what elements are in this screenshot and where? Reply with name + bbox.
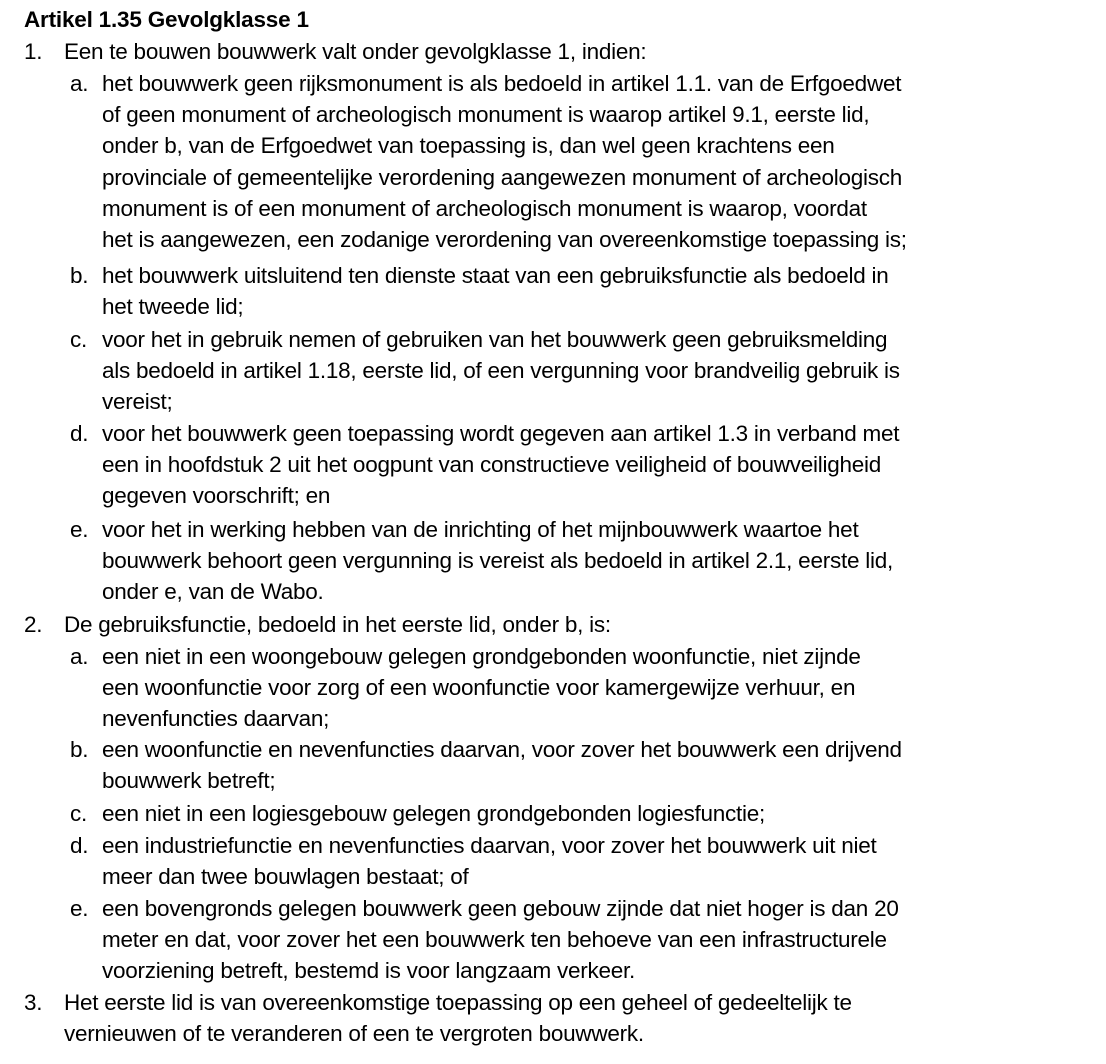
- sub-text: [102, 260, 1042, 322]
- text-line: onder b, van de Erfgoedwet van toepassing is, dan wel geen krachtens een: [102, 133, 835, 159]
- sub-text: [102, 514, 1042, 608]
- text-line: een niet in een woongebouw gelegen grondgebonden woonfunctie, niet zijnde: [102, 644, 861, 669]
- text-line: meter en dat, voor zover het een bouwwerk ten behoeve van een infrastructurele: [102, 927, 887, 953]
- text-line: provinciale of gemeentelijke verordening aangewezen monument of archeologisch: [102, 164, 903, 190]
- text-line: het is aangewezen, een zodanige verordening van overeenkomstige toepassing is;: [102, 226, 907, 252]
- sub-text: [102, 68, 1042, 255]
- text-line: meer dan twee bouwlagen bestaat; of: [102, 864, 469, 890]
- text-line: gegeven voorschrift; en: [102, 483, 331, 509]
- sub-text: [102, 798, 1042, 829]
- sub-letter: e.: [70, 517, 89, 542]
- sub-letter: b.: [70, 263, 89, 288]
- text-line: voor het in gebruik nemen of gebruiken van het bouwwerk geen gebruiksmelding: [102, 327, 888, 352]
- sub-letter: c.: [70, 801, 88, 826]
- text-line: of geen monument of archeologisch monument is waarop artikel 9.1, eerste lid,: [102, 102, 870, 128]
- sub-text: [102, 734, 1042, 796]
- item-lead: De gebruiksfunctie, bedoeld in het eerste lid, onder b, is:: [64, 612, 611, 637]
- sub-text: [102, 893, 1042, 987]
- item-number: 2.: [24, 612, 43, 637]
- text-line: een woonfunctie en nevenfuncties daarvan, voor zover het bouwwerk een drijvend: [102, 737, 902, 762]
- text-line: het tweede lid;: [102, 294, 244, 320]
- item-text: [64, 987, 1084, 1049]
- text-line: bouwwerk betreft;: [102, 768, 276, 794]
- sub-text: [102, 830, 1042, 892]
- text-line: nevenfuncties daarvan;: [102, 706, 330, 732]
- item-number: 3.: [24, 990, 43, 1015]
- text-line: bouwwerk behoort geen vergunning is vereist als bedoeld in artikel 2.1, eerste lid,: [102, 548, 893, 574]
- sub-letter: d.: [70, 833, 89, 858]
- text-line: voor het in werking hebben van de inrichting of het mijnbouwwerk waartoe het: [102, 517, 859, 542]
- text-line: een niet in een logiesgebouw gelegen grondgebonden logiesfunctie;: [102, 801, 766, 826]
- sub-letter: e.: [70, 896, 89, 921]
- text-line: als bedoeld in artikel 1.18, eerste lid, of een vergunning voor brandveilig gebruik is: [102, 358, 900, 384]
- text-line: Het eerste lid is van overeenkomstige toepassing op een geheel of gedeeltelijk te: [64, 990, 852, 1015]
- text-line: monument is of een monument of archeologisch monument is waarop, voordat: [102, 195, 867, 221]
- text-line: voor het bouwwerk geen toepassing wordt gegeven aan artikel 1.3 in verband met: [102, 421, 900, 446]
- sub-text: [102, 641, 1042, 735]
- item-lead: Een te bouwen bouwwerk valt onder gevolgklasse 1, indien:: [64, 39, 647, 64]
- text-line: vernieuwen of te veranderen of een te vergroten bouwwerk.: [64, 1021, 644, 1047]
- text-line: onder e, van de Wabo.: [102, 579, 324, 605]
- text-line: een bovengronds gelegen bouwwerk geen gebouw zijnde dat niet hoger is dan 20: [102, 896, 899, 921]
- text-line: voorziening betreft, bestemd is voor langzaam verkeer.: [102, 958, 636, 984]
- sub-letter: b.: [70, 737, 89, 762]
- text-line: het bouwwerk geen rijksmonument is als bedoeld in artikel 1.1. van de Erfgoedwet: [102, 71, 902, 96]
- article-title: Artikel 1.35 Gevolgklasse 1: [24, 7, 309, 32]
- sub-letter: a.: [70, 71, 89, 96]
- text-line: vereist;: [102, 389, 173, 415]
- sub-text: [102, 324, 1042, 418]
- sub-letter: c.: [70, 327, 88, 352]
- sub-letter: d.: [70, 421, 89, 446]
- text-line: een woonfunctie voor zorg of een woonfunctie voor kamergewijze verhuur, en: [102, 675, 856, 701]
- text-line: een in hoofdstuk 2 uit het oogpunt van constructieve veiligheid of bouwveiligheid: [102, 452, 882, 478]
- item-number: 1.: [24, 39, 43, 64]
- text-line: een industriefunctie en nevenfuncties daarvan, voor zover het bouwwerk uit niet: [102, 833, 877, 858]
- sub-letter: a.: [70, 644, 89, 669]
- sub-text: [102, 418, 1042, 512]
- text-line: het bouwwerk uitsluitend ten dienste staat van een gebruiksfunctie als bedoeld in: [102, 263, 889, 288]
